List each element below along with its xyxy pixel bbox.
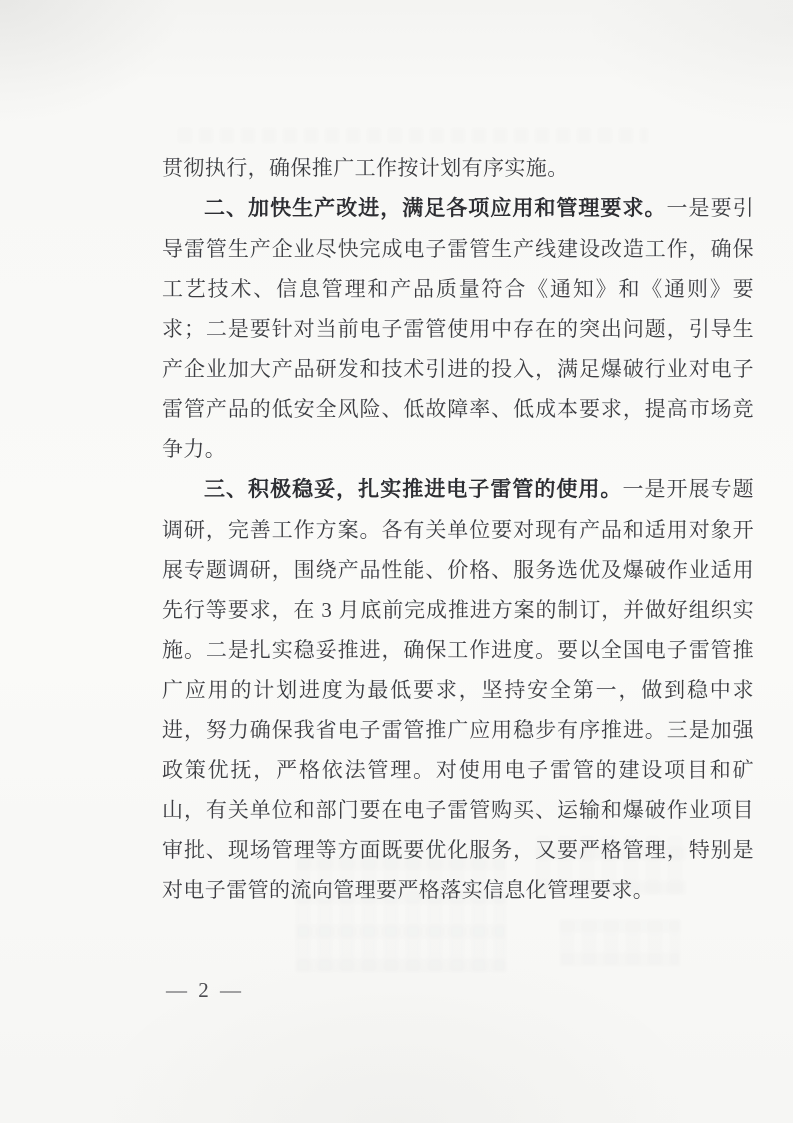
scan-bleedthrough-artifact (178, 128, 648, 143)
page-number: — 2 — (166, 978, 244, 1002)
paragraph-text: 贯彻执行，确保推广工作按计划有序实施。 (162, 156, 569, 180)
paragraph-text: 一是要引导雷管生产企业尽快完成电子雷管生产线建设改造工作，确保工艺技术、信息管理和产品质量符合《通知》和《通则》要求；二是要针对当前电子雷管使用中存在的突出问题，引导生产企业加大产品研发和技术引进的投入，满足爆破行业对电子雷管产品的低安全风险、低故障率、低成本要求，提高市场竞争力。 (162, 196, 754, 461)
section-2-heading: 二、加快生产改进，满足各项应用和管理要求。 (204, 197, 667, 220)
scan-bleedthrough-artifact (560, 920, 680, 966)
paragraph-section-3 (162, 469, 754, 910)
paragraph-text: 一是开展专题调研，完善工作方案。各有关单位要对现有产品和适用对象开展专题调研，围绕产品性能、价格、服务选优及爆破作业适用先行等要求，在 3 月底前完成推进方案的制订，并做好组织实施。二是扎实稳妥推进，确保工作进度。要以全国电子雷管推广应用的计划进度为最低要求，坚持安全第一，做到稳中求进，努力确保我省电子雷管推广应用稳步有序推进。三是加强政策优抚，严格依法管理。对使用电子雷管的建设项目和矿山，有关单位和部门要在电子雷管购买、运输和爆破作业项目审批、现场管理等方面既要优化服务，又要严格管理，特别是对电子雷管的流向管理要严格落实信息化管理要求。 (162, 477, 754, 902)
document-body (162, 148, 754, 910)
paragraph-continuation (162, 148, 754, 188)
paragraph-section-2 (162, 188, 754, 469)
section-3-heading: 三、积极稳妥，扎实推进电子雷管的使用。 (204, 478, 623, 501)
